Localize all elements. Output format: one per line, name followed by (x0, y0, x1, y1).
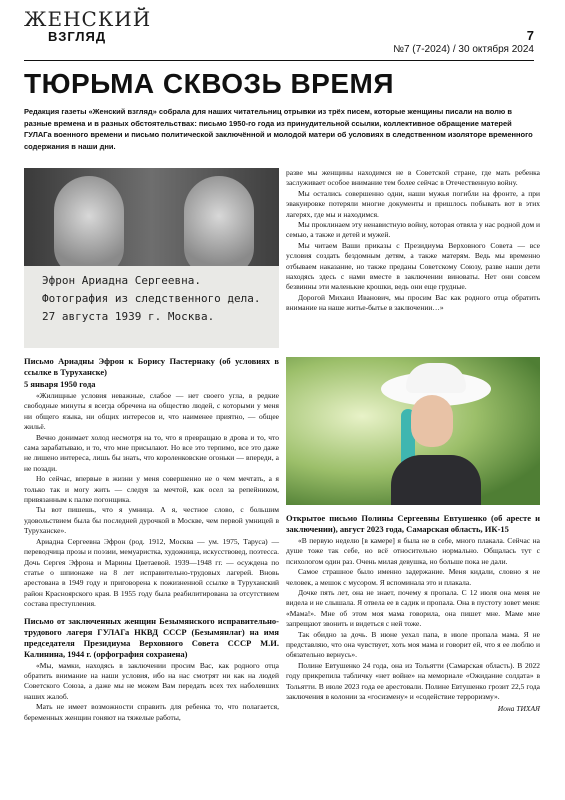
letter2-paragraph: Мать не имеет возможности справить для ребенка то, что полагается, беременных женщин гоняют на тяжелые работы, (24, 702, 279, 722)
letter1-paragraph: «Жилищные условия неважные, слабое — нет своего угла, в редкие свободные минуты я всегда обречена на общество людей, с которыми у меня ни общего языка, ни общих интересов и, что наименее приятно, — общее жильё. (24, 391, 279, 432)
caption-line3: 27 августа 1939 г. Москва. (42, 310, 215, 323)
letter3-title: Открытое письмо Полины Сергеевны Евтушенко (об аресте и заключении), август 2023 года, Самарская область, ИК-15 (286, 513, 540, 534)
caption-line2: Фотография из следственного дела. (42, 292, 261, 305)
issue-info: №7 (7-2024) / 30 октября 2024 (393, 44, 534, 55)
masthead-line1: ЖЕНСКИЙ (24, 7, 152, 31)
mugshot-photo (24, 168, 279, 348)
letter3-bio: Полине Евтушенко 24 года, она из Тольятти (Самарская область). В 2022 году прикрепила табличку «нет войне» на мемориале «Ожидание солдата» в Тольятти. В июле 2023 года ее арестовали. Полине Евтушенко грозит 22,5 года заключения в колонии за «госизмену» и «содействие терроризму». (286, 660, 540, 702)
letter1-paragraph: Ты вот пишешь, что я умница. А я, честное слово, с большим удовольствием была бы последней дурочкой в Москве, чем первой умницей в Туруханске». (24, 505, 279, 536)
letter2-paragraph: Мы остались совершенно одни, наши мужья погибли на фронте, а при эвакуировке потеряли многие документы и пришлось побывать вот в этих лагерях, где мы и находимся. (286, 188, 540, 219)
front-face (184, 176, 254, 276)
letter3-paragraph: Дочке пять лет, она не знает, почему я пропала. С 12 июля она меня не видела и не слышала. Я отвела ее в садик и пропала. Она в пустоту зовет меня: «Мама!». Мне об этом моя мама говорила, она пишет мне. Маме мне запрещают звонить и видеться с ней тоже. (286, 588, 540, 629)
caption-line1: Эфрон Ариадна Сергеевна. (42, 274, 201, 287)
author-signature: Иона ТИХАЯ (497, 703, 540, 713)
right-column-top (286, 168, 540, 314)
shoulders (391, 455, 481, 505)
page-number: 7 (526, 28, 534, 43)
letter1-paragraph: Вечно донимает холод несмотря на то, что я превращаю в дрова и то, что сама зарабатываю, и то, что мне присылают. Но все это терпимо, все это даже не лишено интереса, лишь бы знать, что короленковские огоньки — впереди, а не позади. (24, 432, 279, 473)
masthead-line2: ВЗГЛЯД (48, 29, 107, 44)
letter2-paragraph: Дорогой Михаил Иванович, мы просим Вас как родного отца обратить внимание на наше житье-бытье в заключении…» (286, 292, 540, 313)
letter2-paragraph: Мы проклинаем эту ненавистную войну, которая отвяла у нас родной дом и семью, а также и детей и мужей. (286, 220, 540, 240)
letter2-paragraph: Мы читаем Ваши приказы с Президиума Верховного Совета — все условия создать бездомным детям, а также матерям. Ведь мы временно отбываем наказание, но также преданы Советскому Союзу, разве наши дети находясь здесь с нами вместе в заключении виноваты. Нет они совсем безвинны эти маленькие крошки, ведь они еще грудные. (286, 240, 540, 292)
letter2-paragraph: «Мы, мамки, находясь в заключении просим Вас, как родного отца обратить внимание на наши условия, ибо на нас смотрят ни как на людей Советского Союза, а даже мы не можем Вам передать всех тех наболевших наших жалоб. (24, 660, 279, 701)
header-rule (24, 60, 534, 61)
masthead-logo (24, 7, 152, 54)
photo-caption (24, 266, 279, 348)
letter2-continuation: разве мы женщины находимся не в Советской стране, где мать ребенка заслуживает особое внимание тем более сейчас в Отечественную войну. (286, 168, 540, 188)
letter3-paragraph: «В первую неделю [в камере] я была не в себе, много плакала. Сейчас на душе тоже так себе, но всё относительно нормально. Общалась тут с психологом один раз. Очень милая девушка, но больше пока не дали. (286, 536, 540, 566)
right-column-bottom (286, 513, 540, 714)
hat-crown (406, 363, 466, 393)
letter2-title: Письмо от заключенных женщин Безымянского исправительно-трудового лагеря ГУЛАГа НКВД СССР (Безымянлаг) на имя председателя Президиума Верховного Совета СССР М.И. Калинина, 1944 г. (орфография сохранена) (24, 615, 279, 659)
lead-paragraph: Редакция газеты «Женский взгляд» собрала для наших читательниц отрывки из трёх писем, которые женщины писали на волю в разные времена и в разных обстоятельствах: письмо 1950-го года из принудительной ссылки, коллективное обращение матерей ГУЛАГа военного времени и письмо политической заключённой и молодой матери об условиях в следственном изоляторе временного содержания в наши дни. (24, 107, 533, 151)
left-column (24, 356, 279, 723)
letter1-date: 5 января 1950 года (24, 379, 96, 389)
profile-face (54, 176, 124, 276)
letter1-paragraph: Но сейчас, впервые в жизни у меня совершенно не о чем мечтать, а я только так и могу жить — следуя за мечтой, как осел за репейником, привязанным к палке погонщика. (24, 474, 279, 505)
letter1-bio: Ариадна Сергеевна Эфрон (род. 1912, Москва — ум. 1975, Таруса) — переводчица прозы и поэзии, мемуаристка, художница, искусствовед, поэтесса. Дочь Сергея Эфрона и Марины Цветаевой. 1939—1948 гг. — осуждена по статье о шпионаже на 8 лет исправительно-трудовых лагерей. Вновь арестована в 1949 году и приговорена к пожизненной ссылке в Туруханский район Красноярского края. В 1955 году была реабилитирована за отсутствием состава преступления. (24, 536, 279, 609)
letter3-paragraph: Так обидно за дочь. В июне уехал папа, в июле пропала мама. Я не представляю, что она чувствует, хоть моя мама и говорит ей, что я ее люблю и обязательно вернусь». (286, 629, 540, 660)
face (411, 395, 453, 447)
letter1-title: Письмо Ариадны Эфрон к Борису Пастернаку (об условиях в ссылке в Туруханске) (24, 356, 279, 377)
headline: ТЮРЬМА СКВОЗЬ ВРЕМЯ (24, 68, 394, 99)
letter3-paragraph: Самое страшное было именно задержание. Меня кидали, словно я не человек, а мешок с мусором. Я вспоминала это и плакала. (286, 567, 540, 587)
portrait-photo (286, 357, 540, 505)
